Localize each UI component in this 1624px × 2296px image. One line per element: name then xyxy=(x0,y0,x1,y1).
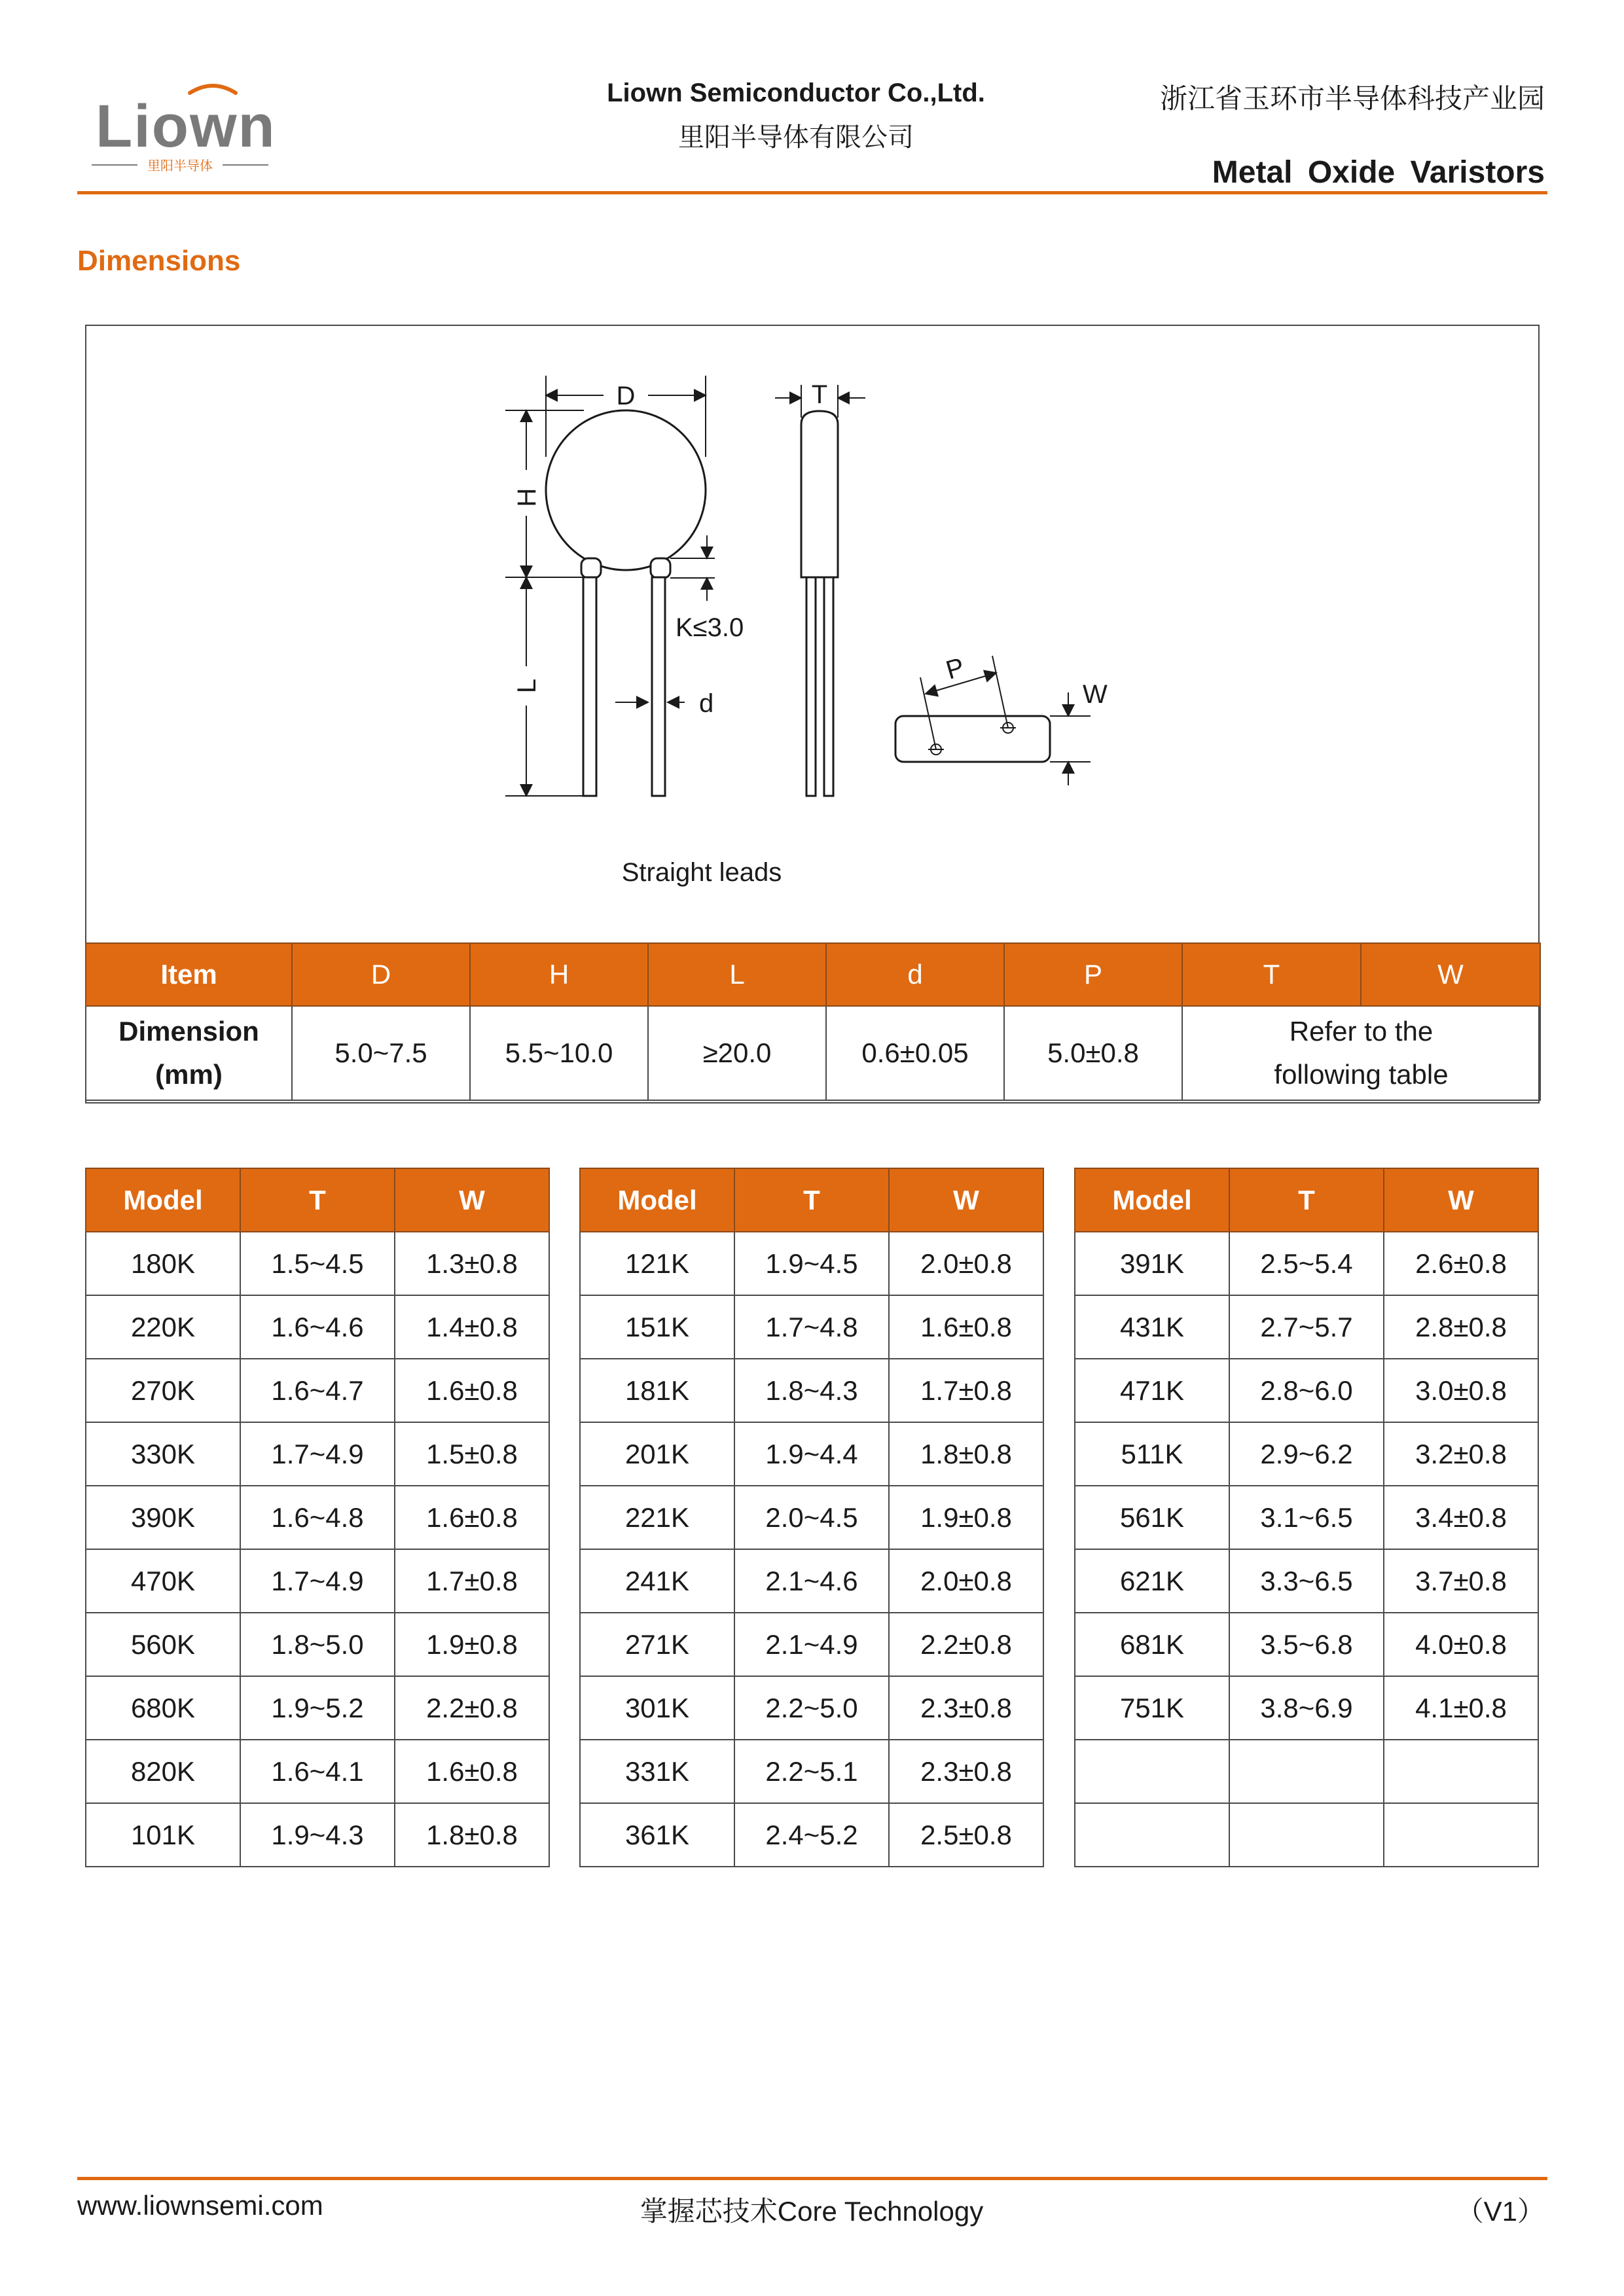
table-row xyxy=(580,1422,1043,1486)
model-cell: 680K xyxy=(86,1676,240,1740)
dimension-header-row xyxy=(86,943,1540,1006)
industrial-park: 浙江省玉环市半导体科技产业园 xyxy=(1159,83,1545,114)
w-cell: 3.0±0.8 xyxy=(1384,1359,1538,1422)
label-W: W xyxy=(1083,680,1108,709)
footer-slogan: 掌握芯技术Core Technology xyxy=(640,2196,984,2227)
value-P: 5.0±0.8 xyxy=(1004,1006,1182,1100)
logo-text: Liown xyxy=(96,93,276,160)
model-cell: 470K xyxy=(86,1549,240,1613)
t-cell: 1.9~4.4 xyxy=(734,1422,889,1486)
w-cell: 1.8±0.8 xyxy=(889,1422,1043,1486)
table-row xyxy=(86,1613,549,1676)
table-row xyxy=(580,1232,1043,1295)
w-cell: 3.7±0.8 xyxy=(1384,1549,1538,1613)
label-K: K≤3.0 xyxy=(676,613,744,642)
lead-right xyxy=(652,577,665,796)
section-title: Dimensions xyxy=(77,245,241,277)
w-cell: 1.8±0.8 xyxy=(395,1803,549,1867)
model-table-2 xyxy=(579,1168,1044,1867)
header-T: T xyxy=(734,1168,889,1232)
logo-subtitle: 里阳半导体 xyxy=(147,158,213,173)
table-row xyxy=(580,1676,1043,1740)
product-title: Metal Oxide Varistors xyxy=(1212,155,1545,190)
w-cell: 2.3±0.8 xyxy=(889,1676,1043,1740)
varistor-dimension-drawing xyxy=(86,326,1538,942)
model-cell: 681K xyxy=(1075,1613,1229,1676)
value-H: 5.5~10.0 xyxy=(470,1006,648,1100)
w-cell: 1.5±0.8 xyxy=(395,1422,549,1486)
varistor-side-view xyxy=(801,411,838,577)
label-d: d xyxy=(699,689,714,718)
table-row xyxy=(86,1803,549,1867)
w-cell: 1.6±0.8 xyxy=(395,1740,549,1803)
company-name-cn: 里阳半导体有限公司 xyxy=(678,123,914,152)
model-table-3 xyxy=(1074,1168,1539,1867)
table-row xyxy=(86,1232,549,1295)
t-cell: 1.5~4.5 xyxy=(240,1232,395,1295)
company-logo xyxy=(92,79,288,177)
w-cell: 3.2±0.8 xyxy=(1384,1422,1538,1486)
w-cell: 4.1±0.8 xyxy=(1384,1676,1538,1740)
table-row xyxy=(86,1422,549,1486)
model-cell: 751K xyxy=(1075,1676,1229,1740)
w-cell: 2.8±0.8 xyxy=(1384,1295,1538,1359)
w-cell: 3.4±0.8 xyxy=(1384,1486,1538,1549)
t-cell: 1.6~4.1 xyxy=(240,1740,395,1803)
w-cell: 1.6±0.8 xyxy=(395,1359,549,1422)
model-cell: 221K xyxy=(580,1486,734,1549)
row-label-line2: (mm) xyxy=(155,1059,223,1090)
table-row xyxy=(1075,1740,1538,1803)
model-table-header xyxy=(1075,1168,1538,1232)
model-cell: 391K xyxy=(1075,1232,1229,1295)
model-table-1 xyxy=(85,1168,550,1867)
t-cell: 2.2~5.1 xyxy=(734,1740,889,1803)
model-cell: 330K xyxy=(86,1422,240,1486)
table-row xyxy=(86,1486,549,1549)
table-row xyxy=(580,1486,1043,1549)
w-cell: 1.7±0.8 xyxy=(395,1549,549,1613)
w-cell: 1.9±0.8 xyxy=(395,1613,549,1676)
model-cell xyxy=(1075,1740,1229,1803)
model-table-header xyxy=(580,1168,1043,1232)
model-cell: 241K xyxy=(580,1549,734,1613)
varistor-bottom-view xyxy=(895,716,1050,762)
t-cell: 2.0~4.5 xyxy=(734,1486,889,1549)
label-T: T xyxy=(811,380,828,409)
t-cell: 1.6~4.8 xyxy=(240,1486,395,1549)
w-cell: 1.9±0.8 xyxy=(889,1486,1043,1549)
footer-divider xyxy=(77,2177,1547,2180)
w-cell: 2.0±0.8 xyxy=(889,1232,1043,1295)
model-cell: 361K xyxy=(580,1803,734,1867)
table-row xyxy=(86,1359,549,1422)
header-item: Item xyxy=(86,943,292,1006)
t-cell: 3.3~6.5 xyxy=(1229,1549,1384,1613)
t-cell: 1.6~4.7 xyxy=(240,1359,395,1422)
model-cell: 151K xyxy=(580,1295,734,1359)
dimension-table xyxy=(85,942,1541,1101)
t-cell: 2.8~6.0 xyxy=(1229,1359,1384,1422)
table-row xyxy=(580,1740,1043,1803)
table-row xyxy=(86,1676,549,1740)
w-cell xyxy=(1384,1740,1538,1803)
dimension-value-row xyxy=(86,1006,1540,1100)
model-cell: 181K xyxy=(580,1359,734,1422)
company-name-en: Liown Semiconductor Co.,Ltd. xyxy=(607,79,985,107)
w-cell: 1.3±0.8 xyxy=(395,1232,549,1295)
table-row xyxy=(86,1740,549,1803)
table-row xyxy=(580,1803,1043,1867)
model-cell: 121K xyxy=(580,1232,734,1295)
w-cell: 1.6±0.8 xyxy=(889,1295,1043,1359)
value-D: 5.0~7.5 xyxy=(292,1006,470,1100)
model-cell: 270K xyxy=(86,1359,240,1422)
header-divider xyxy=(77,191,1547,194)
t-cell: 1.6~4.6 xyxy=(240,1295,395,1359)
header-model: Model xyxy=(86,1168,240,1232)
model-cell: 511K xyxy=(1075,1422,1229,1486)
t-cell: 1.8~4.3 xyxy=(734,1359,889,1422)
model-cell: 220K xyxy=(86,1295,240,1359)
w-cell: 2.2±0.8 xyxy=(889,1613,1043,1676)
t-cell: 1.7~4.9 xyxy=(240,1422,395,1486)
t-cell: 2.9~6.2 xyxy=(1229,1422,1384,1486)
model-cell: 560K xyxy=(86,1613,240,1676)
tw-note-line1: Refer to the xyxy=(1289,1016,1434,1047)
w-cell: 1.7±0.8 xyxy=(889,1359,1043,1422)
table-row xyxy=(1075,1549,1538,1613)
model-cell: 621K xyxy=(1075,1549,1229,1613)
header-W: W xyxy=(889,1168,1043,1232)
value-d: 0.6±0.05 xyxy=(826,1006,1004,1100)
label-L: L xyxy=(513,678,541,694)
label-P: P xyxy=(943,652,968,685)
table-row xyxy=(1075,1232,1538,1295)
model-cell: 431K xyxy=(1075,1295,1229,1359)
table-row xyxy=(1075,1613,1538,1676)
table-row xyxy=(1075,1422,1538,1486)
t-cell: 3.5~6.8 xyxy=(1229,1613,1384,1676)
t-cell xyxy=(1229,1740,1384,1803)
row-label xyxy=(86,1006,292,1100)
header-W: W xyxy=(395,1168,549,1232)
w-cell: 2.5±0.8 xyxy=(889,1803,1043,1867)
varistor-disc xyxy=(546,410,706,570)
t-cell: 1.7~4.8 xyxy=(734,1295,889,1359)
table-row xyxy=(86,1295,549,1359)
w-cell: 1.6±0.8 xyxy=(395,1486,549,1549)
lead-left xyxy=(583,577,596,796)
model-cell: 820K xyxy=(86,1740,240,1803)
w-cell: 1.4±0.8 xyxy=(395,1295,549,1359)
t-cell: 2.1~4.9 xyxy=(734,1613,889,1676)
t-cell: 1.9~4.5 xyxy=(734,1232,889,1295)
table-row xyxy=(1075,1359,1538,1422)
table-row xyxy=(1075,1295,1538,1359)
header-model: Model xyxy=(1075,1168,1229,1232)
t-cell: 2.7~5.7 xyxy=(1229,1295,1384,1359)
t-cell: 2.1~4.6 xyxy=(734,1549,889,1613)
t-cell: 2.4~5.2 xyxy=(734,1803,889,1867)
model-cell: 561K xyxy=(1075,1486,1229,1549)
w-cell xyxy=(1384,1803,1538,1867)
header-W: W xyxy=(1384,1168,1538,1232)
table-row xyxy=(580,1613,1043,1676)
t-cell: 1.9~4.3 xyxy=(240,1803,395,1867)
t-cell: 3.8~6.9 xyxy=(1229,1676,1384,1740)
table-row xyxy=(1075,1676,1538,1740)
value-L: ≥20.0 xyxy=(648,1006,826,1100)
model-cell: 271K xyxy=(580,1613,734,1676)
diagram-caption: Straight leads xyxy=(621,858,782,887)
model-cell: 390K xyxy=(86,1486,240,1549)
table-row xyxy=(580,1549,1043,1613)
w-cell: 4.0±0.8 xyxy=(1384,1613,1538,1676)
table-row xyxy=(1075,1803,1538,1867)
footer-version: （V1） xyxy=(1456,2196,1545,2227)
model-cell: 180K xyxy=(86,1232,240,1295)
header-T: T xyxy=(1229,1168,1384,1232)
label-H: H xyxy=(513,488,541,507)
model-cell xyxy=(1075,1803,1229,1867)
header-d: d xyxy=(826,943,1004,1006)
w-cell: 2.0±0.8 xyxy=(889,1549,1043,1613)
label-D: D xyxy=(616,382,636,410)
model-cell: 101K xyxy=(86,1803,240,1867)
header-T: T xyxy=(1182,943,1361,1006)
t-cell: 1.8~5.0 xyxy=(240,1613,395,1676)
table-row xyxy=(1075,1486,1538,1549)
row-label-line1: Dimension xyxy=(118,1016,259,1047)
model-cell: 471K xyxy=(1075,1359,1229,1422)
w-cell: 2.2±0.8 xyxy=(395,1676,549,1740)
value-TW-note xyxy=(1182,1006,1540,1100)
w-cell: 2.6±0.8 xyxy=(1384,1232,1538,1295)
t-cell: 2.5~5.4 xyxy=(1229,1232,1384,1295)
header-T: T xyxy=(240,1168,395,1232)
model-cell: 331K xyxy=(580,1740,734,1803)
tw-note-line2: following table xyxy=(1274,1059,1449,1090)
t-cell: 1.9~5.2 xyxy=(240,1676,395,1740)
table-row xyxy=(580,1359,1043,1422)
t-cell: 3.1~6.5 xyxy=(1229,1486,1384,1549)
table-row xyxy=(580,1295,1043,1359)
header-W: W xyxy=(1361,943,1540,1006)
header-P: P xyxy=(1004,943,1182,1006)
footer-website-link[interactable]: www.liownsemi.com xyxy=(77,2190,323,2221)
t-cell xyxy=(1229,1803,1384,1867)
t-cell: 2.2~5.0 xyxy=(734,1676,889,1740)
header-H: H xyxy=(470,943,648,1006)
model-table-header xyxy=(86,1168,549,1232)
model-cell: 201K xyxy=(580,1422,734,1486)
w-cell: 2.3±0.8 xyxy=(889,1740,1043,1803)
model-cell: 301K xyxy=(580,1676,734,1740)
header-model: Model xyxy=(580,1168,734,1232)
t-cell: 1.7~4.9 xyxy=(240,1549,395,1613)
header-D: D xyxy=(292,943,470,1006)
table-row xyxy=(86,1549,549,1613)
header-L: L xyxy=(648,943,826,1006)
